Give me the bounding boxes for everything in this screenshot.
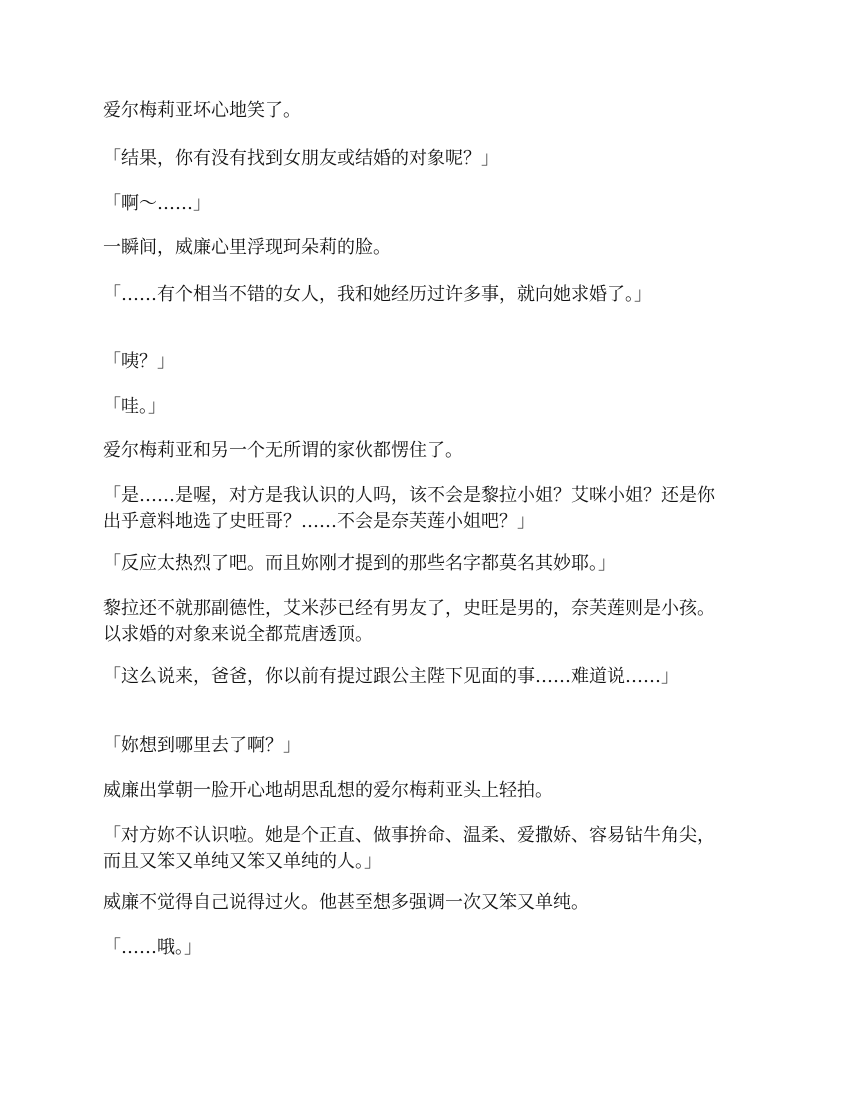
paragraph-4: 一瞬间，威廉心里浮现珂朵莉的脸。: [103, 237, 391, 258]
paragraph-13: 「妳想到哪里去了啊？」: [103, 735, 301, 756]
paragraph-14: 威廉出掌朝一脸开心地胡思乱想的爱尔梅莉亚头上轻拍。: [103, 780, 553, 801]
paragraph-10: 「反应太热烈了吧。而且妳刚才提到的那些名字都莫名其妙耶。」: [103, 553, 616, 574]
paragraph-16: 威廉不觉得自己说得过火。他甚至想多强调一次又笨又单纯。: [103, 892, 589, 913]
paragraph-6: 「咦？」: [103, 351, 175, 372]
paragraph-8: 爱尔梅莉亚和另一个无所谓的家伙都愣住了。: [103, 440, 463, 461]
paragraph-5: 「……有个相当不错的女人，我和她经历过许多事，就向她求婚了。」: [103, 284, 652, 305]
paragraph-17: 「……哦。」: [103, 937, 202, 958]
paragraph-3: 「啊～……」: [103, 193, 211, 214]
paragraph-9: 「是……是喔，对方是我认识的人吗，该不会是黎拉小姐？艾咪小姐？还是你出乎意料地选了史旺哥？……不会是奈芙莲小姐吧？」: [103, 485, 715, 532]
paragraph-12: 「这么说来，爸爸，你以前有提过跟公主陛下见面的事……难道说……」: [103, 666, 679, 687]
paragraph-15: 「对方妳不认识啦。她是个正直、做事拚命、温柔、爱撒娇、容易钻牛角尖，而且又笨又单纯又笨又单纯的人。」: [103, 825, 715, 872]
paragraph-7: 「哇。」: [103, 396, 166, 417]
paragraph-2: 「结果，你有没有找到女朋友或结婚的对象呢？」: [103, 148, 499, 169]
paragraph-11: 黎拉还不就那副德性，艾米莎已经有男友了，史旺是男的，奈芙莲则是小孩。以求婚的对象来说全都荒唐透顶。: [103, 598, 715, 645]
paragraph-1: 爱尔梅莉亚坏心地笑了。: [103, 100, 301, 121]
